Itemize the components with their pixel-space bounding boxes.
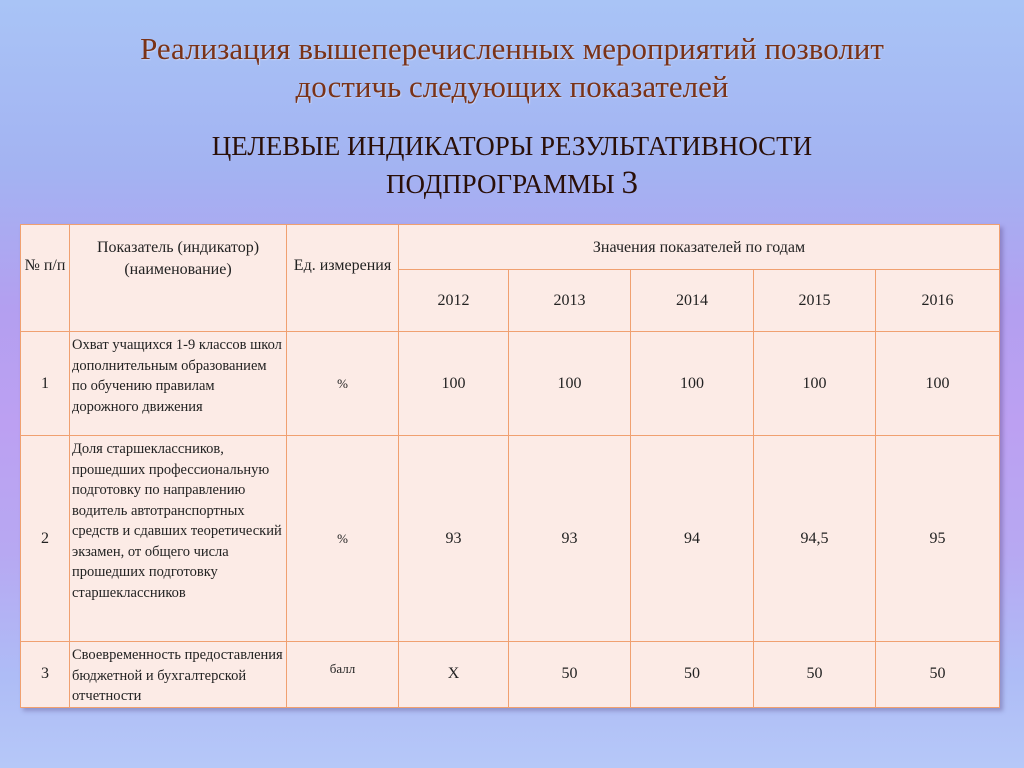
row-indicator-name: Своевременность предоставления бюджетной и бухгалтерской отчетности xyxy=(70,642,287,708)
row-value: 94 xyxy=(631,436,754,642)
row-value: Х xyxy=(399,642,509,708)
subtitle-word: ПОДПРОГРАММЫ xyxy=(386,169,615,199)
row-unit: балл xyxy=(287,642,399,708)
row-num: 2 xyxy=(21,436,70,642)
table-row xyxy=(21,436,1000,642)
slide-title-line-1: Реализация вышеперечисленных мероприятий позволит xyxy=(140,31,884,66)
row-indicator-name: Охват учащихся 1-9 классов школ дополнительным образованием по обучению правилам дорожного движения xyxy=(70,332,287,436)
header-values-group: Значения показателей по годам xyxy=(399,225,1000,270)
row-value: 50 xyxy=(876,642,1000,708)
row-value: 93 xyxy=(509,436,631,642)
header-year: 2015 xyxy=(754,270,876,332)
row-value: 100 xyxy=(509,332,631,436)
slide-title-line-2: достичь следующих показателей xyxy=(295,69,729,104)
row-value: 100 xyxy=(631,332,754,436)
header-row xyxy=(21,225,1000,270)
row-value: 50 xyxy=(754,642,876,708)
header-num: № п/п xyxy=(21,225,70,332)
row-value: 95 xyxy=(876,436,1000,642)
slide-subtitle-line-1: ЦЕЛЕВЫЕ ИНДИКАТОРЫ РЕЗУЛЬТАТИВНОСТИ xyxy=(211,131,813,161)
row-num: 1 xyxy=(21,332,70,436)
row-value: 93 xyxy=(399,436,509,642)
row-num: 3 xyxy=(21,642,70,708)
header-indicator: Показатель (индикатор) (наименование) xyxy=(70,225,287,332)
header-year: 2016 xyxy=(876,270,1000,332)
row-value: 100 xyxy=(399,332,509,436)
row-value: 50 xyxy=(509,642,631,708)
row-value: 100 xyxy=(754,332,876,436)
row-indicator-name: Доля старшеклассников, прошедших профессиональную подготовку по направлению водитель автотранспортных средств и сдавших теоретический экзамен, от общего числа прошедших подготовку старшеклассников xyxy=(70,436,287,642)
row-value: 100 xyxy=(876,332,1000,436)
row-unit: % xyxy=(287,332,399,436)
slide-subtitle-line-2 xyxy=(0,165,1024,203)
table-row xyxy=(21,332,1000,436)
header-year: 2013 xyxy=(509,270,631,332)
row-unit: % xyxy=(287,436,399,642)
slide-title xyxy=(0,30,1024,106)
header-unit: Ед. измерения xyxy=(287,225,399,332)
subprogram-number: 3 xyxy=(621,165,638,201)
slide-subtitle xyxy=(0,128,1024,203)
header-year: 2014 xyxy=(631,270,754,332)
indicators-table xyxy=(20,224,1000,708)
row-value: 94,5 xyxy=(754,436,876,642)
row-value: 50 xyxy=(631,642,754,708)
header-year: 2012 xyxy=(399,270,509,332)
table-row xyxy=(21,642,1000,708)
